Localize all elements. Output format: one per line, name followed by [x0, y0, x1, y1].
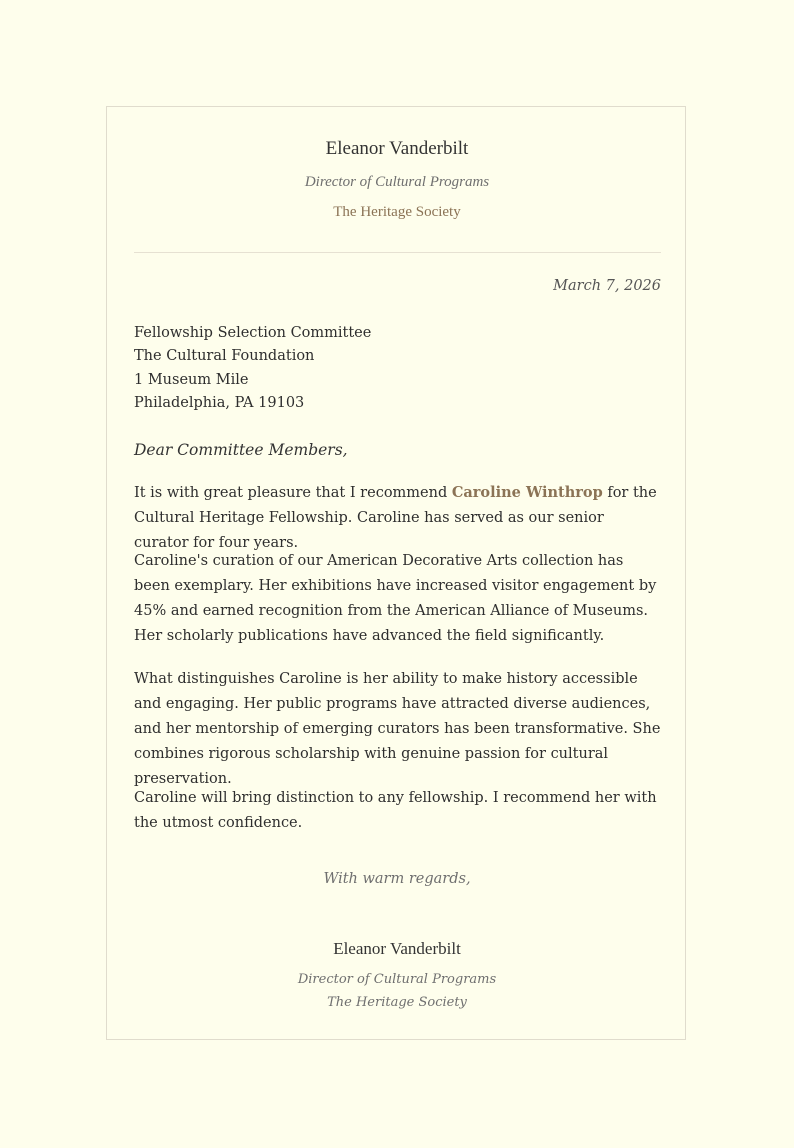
- salutation: Dear Committee Members,: [134, 441, 348, 459]
- signature-title: Director of Cultural Programs: [297, 972, 497, 987]
- candidate-name: Caroline Winthrop: [451, 484, 603, 501]
- recipient-line: 1 Museum Mile: [134, 371, 249, 388]
- signature-organization: The Heritage Society: [327, 995, 467, 1010]
- recipient-line: Philadelphia, PA 19103: [134, 394, 305, 411]
- letter-page: [106, 106, 686, 1040]
- letterhead-organization: The Heritage Society: [333, 204, 461, 220]
- closing: With warm regards,: [323, 871, 471, 887]
- body-paragraph-4: Caroline will bring distinction to any fellowship. I recommend her with the utmost confidence.: [134, 790, 657, 831]
- recipient-address: [134, 322, 661, 415]
- body-paragraph-3: What distinguishes Caroline is her ability to make history accessible and engaging. Her public programs have attracted diverse audiences, and her mentorship of emerging curators has been transformative. She combines rigorous scholarship with genuine passion for cultural preservation.: [134, 671, 661, 787]
- recipient-line: The Cultural Foundation: [134, 348, 315, 365]
- letter-date: March 7, 2026: [553, 278, 661, 294]
- body-paragraph-1: [134, 480, 661, 556]
- signature-name: Eleanor Vanderbilt: [333, 939, 461, 958]
- body-paragraph-2: Caroline's curation of our American Decorative Arts collection has been exemplary. Her exhibitions have increased visitor engagement by 45% and earned recognition from the American Alliance of Museums. Her scholarly publications have advanced the field significantly.: [134, 553, 657, 644]
- letterhead-name: Eleanor Vanderbilt: [325, 138, 469, 159]
- letterhead-title: Director of Cultural Programs: [304, 174, 490, 190]
- header-divider: [134, 252, 661, 253]
- paragraph-text: It is with great pleasure that I recommend: [134, 485, 452, 501]
- recipient-line: Fellowship Selection Committee: [134, 325, 372, 341]
- paragraph-text: for the Cultural Heritage Fellowship. Caroline has served as our senior curator for four years.: [134, 485, 657, 551]
